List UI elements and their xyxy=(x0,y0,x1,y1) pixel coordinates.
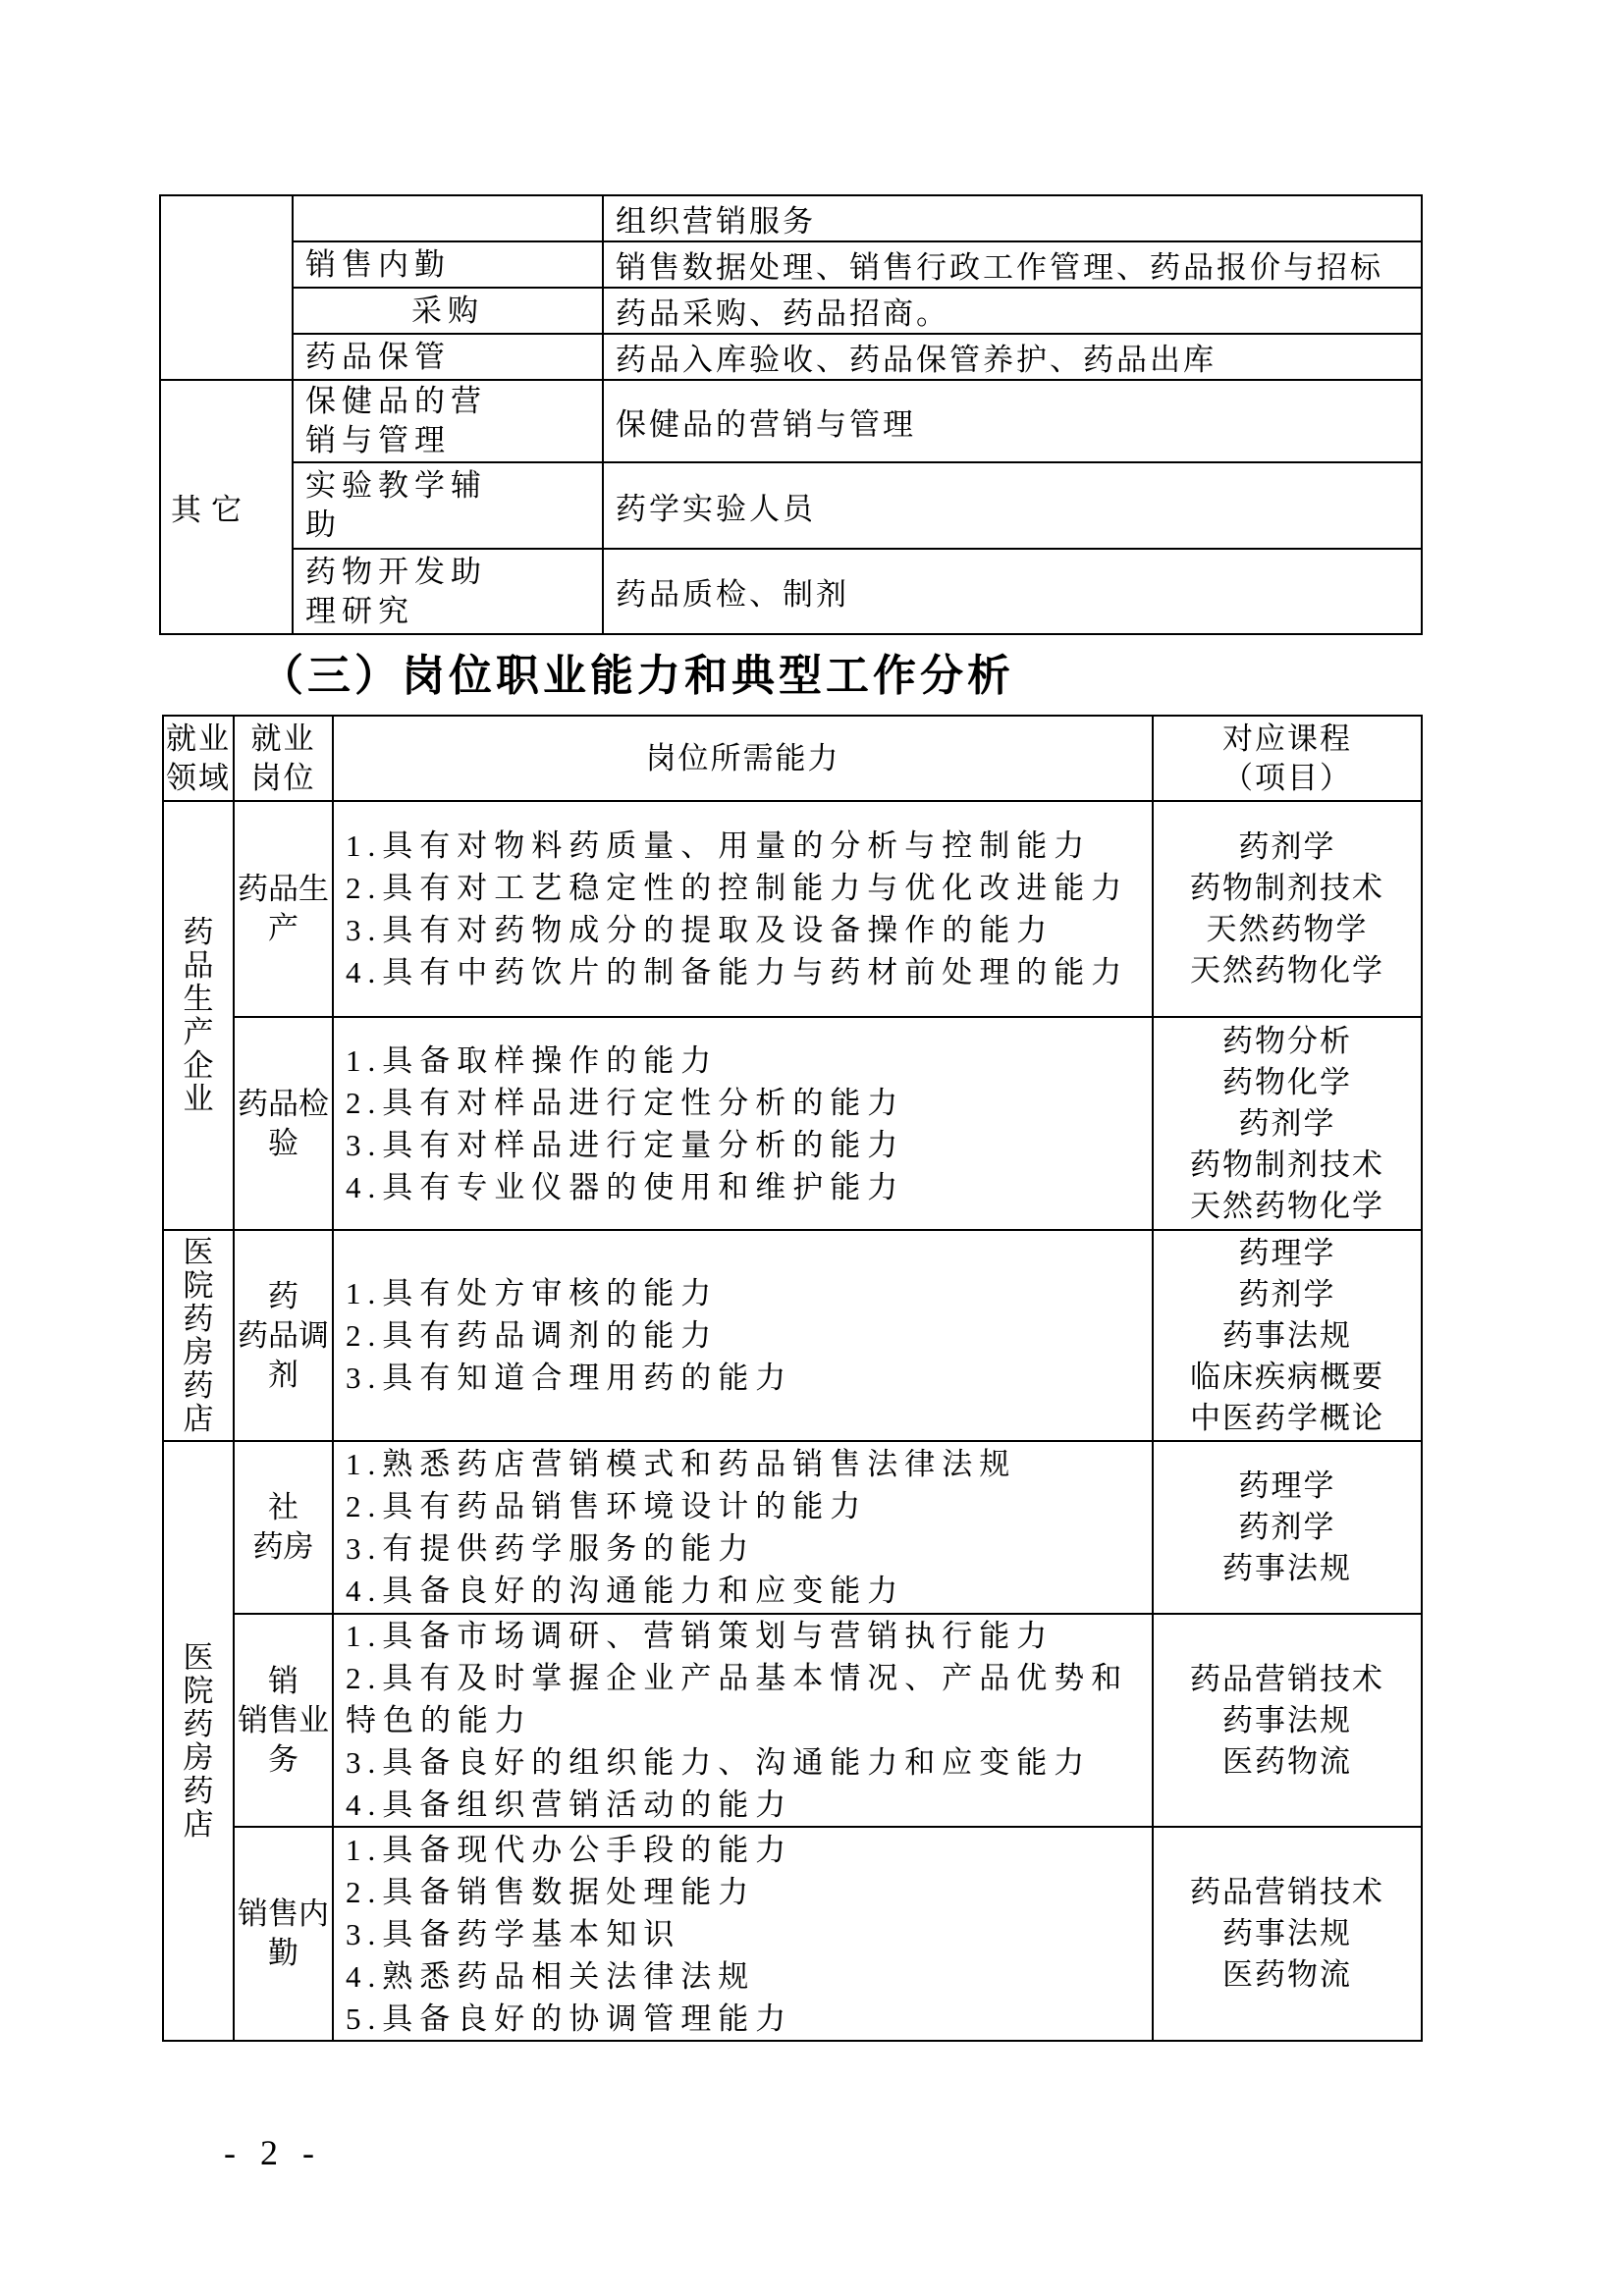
text-line: 3.具有对样品进行定量分析的能力 xyxy=(346,1127,905,1162)
text-line: 2.具有药品调剂的能力 xyxy=(346,1318,719,1353)
table-row xyxy=(163,1230,1422,1441)
text-line: 岗位 xyxy=(250,760,316,795)
text-line: 2.具有药品销售环境设计的能力 xyxy=(346,1489,868,1523)
table-row xyxy=(160,380,1422,462)
text-line: 店 xyxy=(183,1806,214,1842)
cell-employment-post xyxy=(234,1230,333,1441)
text-line: 1.熟悉药店营销模式和药品销售法律法规 xyxy=(346,1447,1017,1481)
text-line: 临床疾病概要 xyxy=(1190,1359,1384,1394)
text-line: 天然药物学 xyxy=(1206,912,1369,946)
text-line: 2.具有对样品进行定性分析的能力 xyxy=(346,1085,905,1120)
cell-employment-post xyxy=(234,1441,333,1614)
text-line: 品 xyxy=(183,947,214,983)
text-line: 销 xyxy=(268,1663,298,1698)
text-line: 3.具有对药物成分的提取及设备操作的能力 xyxy=(346,913,1055,947)
text-line: 1.具有对物料药质量、用量的分析与控制能力 xyxy=(346,828,1092,863)
text-line: 勤 xyxy=(268,1936,298,1970)
cell-courses xyxy=(1153,1614,1422,1827)
cell-abilities xyxy=(333,1017,1153,1230)
text-line: 4.具有专业仪器的使用和维护能力 xyxy=(346,1169,905,1204)
cell-abilities xyxy=(333,1827,1153,2041)
text-line: 药剂学 xyxy=(1238,1276,1336,1311)
cell-duties: 组织营销服务 xyxy=(603,195,1422,241)
text-line: 药品检 xyxy=(238,1086,329,1121)
text-line: 4.熟悉药品相关法律法规 xyxy=(346,1958,756,1994)
cell-employment-post xyxy=(234,1614,333,1827)
text-line: 3.有提供药学服务的能力 xyxy=(346,1531,756,1566)
table-row xyxy=(163,1614,1422,1827)
text-line: 4.具备组织营销活动的能力 xyxy=(346,1788,793,1822)
text-line: 药品营销技术 xyxy=(1190,1661,1384,1696)
text-line: 2.具有对工艺稳定性的控制能力与优化改进能力 xyxy=(346,871,1129,905)
text-line: 医 xyxy=(183,1639,214,1675)
text-line: 药理学 xyxy=(1238,1235,1336,1270)
cell-employment-post xyxy=(234,801,333,1017)
cell-courses xyxy=(1153,1827,1422,2041)
cell-position xyxy=(293,380,603,462)
text-line: 药品调 xyxy=(238,1317,329,1353)
cell-duties: 药品质检、制剂 xyxy=(603,549,1422,634)
cell-employment-post xyxy=(234,1017,333,1230)
text-line: 5.具备良好的协调管理能力 xyxy=(346,2001,793,2036)
table-row xyxy=(163,1441,1422,1614)
header-course xyxy=(1153,716,1422,801)
text-line: 药房 xyxy=(252,1529,314,1564)
table-row xyxy=(163,1017,1422,1230)
text-line: 店 xyxy=(183,1401,214,1436)
text-line: 2.具有及时掌握企业产品基本情况、产品优势和特色的能力 xyxy=(346,1661,1129,1737)
page-number: - 2 - xyxy=(224,2133,322,2172)
text-line: 药物开发助 xyxy=(305,554,487,589)
main-table xyxy=(162,715,1423,2042)
text-line: 3.具备良好的组织能力、沟通能力和应变能力 xyxy=(346,1745,1092,1780)
table-row xyxy=(160,549,1422,634)
cell-employment-field xyxy=(163,1441,234,2041)
text-line: 药剂学 xyxy=(1238,829,1336,864)
text-line: 产 xyxy=(268,911,298,945)
text-line: 业 xyxy=(183,1081,214,1116)
text-line: 药品营销技术 xyxy=(1190,1875,1384,1909)
text-line: 1.具有处方审核的能力 xyxy=(346,1276,719,1310)
cell-duties: 药品采购、药品招商。 xyxy=(603,288,1422,334)
text-line: 医药物流 xyxy=(1222,1957,1352,1992)
text-line: 药物化学 xyxy=(1222,1064,1352,1099)
cell-duties: 药学实验人员 xyxy=(603,462,1422,549)
text-line: 房 xyxy=(183,1739,214,1775)
text-line: 药 xyxy=(183,914,214,949)
text-line: 助 xyxy=(305,507,342,542)
cell-abilities xyxy=(333,1614,1153,1827)
text-line: 院 xyxy=(183,1673,214,1708)
header-row xyxy=(163,716,1422,801)
cell-courses xyxy=(1153,1441,1422,1614)
text-line: 验 xyxy=(268,1125,298,1160)
text-line: 药物制剂技术 xyxy=(1190,1147,1384,1182)
text-line: 4.具备良好的沟通能力和应变能力 xyxy=(346,1574,905,1608)
text-line: 销与管理 xyxy=(305,423,451,457)
text-line: 销售内 xyxy=(238,1896,329,1931)
text-line: 药剂学 xyxy=(1238,1105,1336,1141)
text-line: 1.具备取样操作的能力 xyxy=(346,1042,719,1078)
text-line: 药事法规 xyxy=(1222,1317,1352,1353)
text-line: 3.具有知道合理用药的能力 xyxy=(346,1361,793,1395)
text-line: 药 xyxy=(183,1706,214,1741)
text-line: 产 xyxy=(183,1014,214,1049)
cell-courses xyxy=(1153,1017,1422,1230)
cell-abilities xyxy=(333,801,1153,1017)
header-ability: 岗位所需能力 xyxy=(333,716,1153,801)
text-line: 生 xyxy=(183,981,214,1016)
table-row xyxy=(160,195,1422,241)
cell-position xyxy=(293,195,603,241)
text-line: 药物分析 xyxy=(1222,1023,1352,1058)
text-line: 就业 xyxy=(250,721,316,756)
text-line: 1.具备现代办公手段的能力 xyxy=(346,1832,793,1867)
header-employment-field xyxy=(163,716,234,801)
cell-abilities xyxy=(333,1230,1153,1441)
text-line: 中医药学概论 xyxy=(1190,1400,1384,1435)
table-row xyxy=(160,288,1422,334)
text-line: 3.具备药学基本知识 xyxy=(346,1916,681,1951)
text-line: 领域 xyxy=(166,760,231,795)
cell-position: 药品保管 xyxy=(293,334,603,380)
table-row xyxy=(163,1827,1422,2041)
text-line: （项目） xyxy=(1222,760,1352,795)
cell-employment-post xyxy=(234,1827,333,2041)
text-line: 药物制剂技术 xyxy=(1190,871,1384,905)
table-row xyxy=(160,462,1422,549)
text-line: 剂 xyxy=(268,1357,298,1392)
text-line: 药理学 xyxy=(1238,1468,1336,1503)
text-line: 天然药物化学 xyxy=(1190,953,1384,988)
text-line: 药 xyxy=(268,1278,298,1313)
text-line: 医 xyxy=(183,1234,214,1269)
cell-duties: 药品入库验收、药品保管养护、药品出库 xyxy=(603,334,1422,380)
text-line: 天然药物化学 xyxy=(1190,1188,1384,1223)
text-line: 理研究 xyxy=(305,593,414,628)
cell-courses xyxy=(1153,1230,1422,1441)
text-line: 药事法规 xyxy=(1222,1702,1352,1737)
cell-duties: 保健品的营销与管理 xyxy=(603,380,1422,462)
text-line: 房 xyxy=(183,1334,214,1369)
table-row xyxy=(160,241,1422,288)
text-line: 医药物流 xyxy=(1222,1743,1352,1779)
cell-courses xyxy=(1153,801,1422,1017)
text-line: 2.具备销售数据处理能力 xyxy=(346,1874,756,1909)
text-line: 院 xyxy=(183,1267,214,1303)
table-row xyxy=(163,801,1422,1017)
cell-position: 销售内勤 xyxy=(293,241,603,288)
top-table xyxy=(159,194,1423,635)
cell-employment-field xyxy=(163,801,234,1230)
text-line: 药 xyxy=(183,1301,214,1336)
text-line: 企 xyxy=(183,1047,214,1083)
text-line: 药 xyxy=(183,1773,214,1808)
cell-employment-field xyxy=(163,1230,234,1441)
text-line: 药剂学 xyxy=(1238,1510,1336,1544)
cell-abilities xyxy=(333,1441,1153,1614)
cell-employment-field-empty xyxy=(160,195,293,380)
text-line: 就业 xyxy=(166,721,231,756)
text-line: 4.具有中药饮片的制备能力与药材前处理的能力 xyxy=(346,955,1129,989)
cell-duties: 销售数据处理、销售行政工作管理、药品报价与招标 xyxy=(603,241,1422,288)
header-employment-post xyxy=(234,716,333,801)
text-line: 保健品的营 xyxy=(305,384,487,418)
cell-position: 采购 xyxy=(293,288,603,334)
cell-position xyxy=(293,462,603,549)
other-group-label: 其它 xyxy=(160,380,293,634)
section-heading: （三）岗位职业能力和典型工作分析 xyxy=(260,652,1014,700)
text-line: 1.具备市场调研、营销策划与营销执行能力 xyxy=(346,1619,1055,1653)
text-line: 药事法规 xyxy=(1222,1551,1352,1585)
text-line: 对应课程 xyxy=(1222,721,1352,756)
text-line: 药品生 xyxy=(238,872,329,906)
text-line: 销售业 xyxy=(238,1702,329,1737)
cell-position xyxy=(293,549,603,634)
text-line: 药事法规 xyxy=(1222,1916,1352,1950)
text-line: 社 xyxy=(268,1490,298,1524)
text-line: 务 xyxy=(268,1741,298,1777)
text-line: 药 xyxy=(183,1367,214,1403)
table-row xyxy=(160,334,1422,380)
text-line: 实验教学辅 xyxy=(305,468,487,503)
